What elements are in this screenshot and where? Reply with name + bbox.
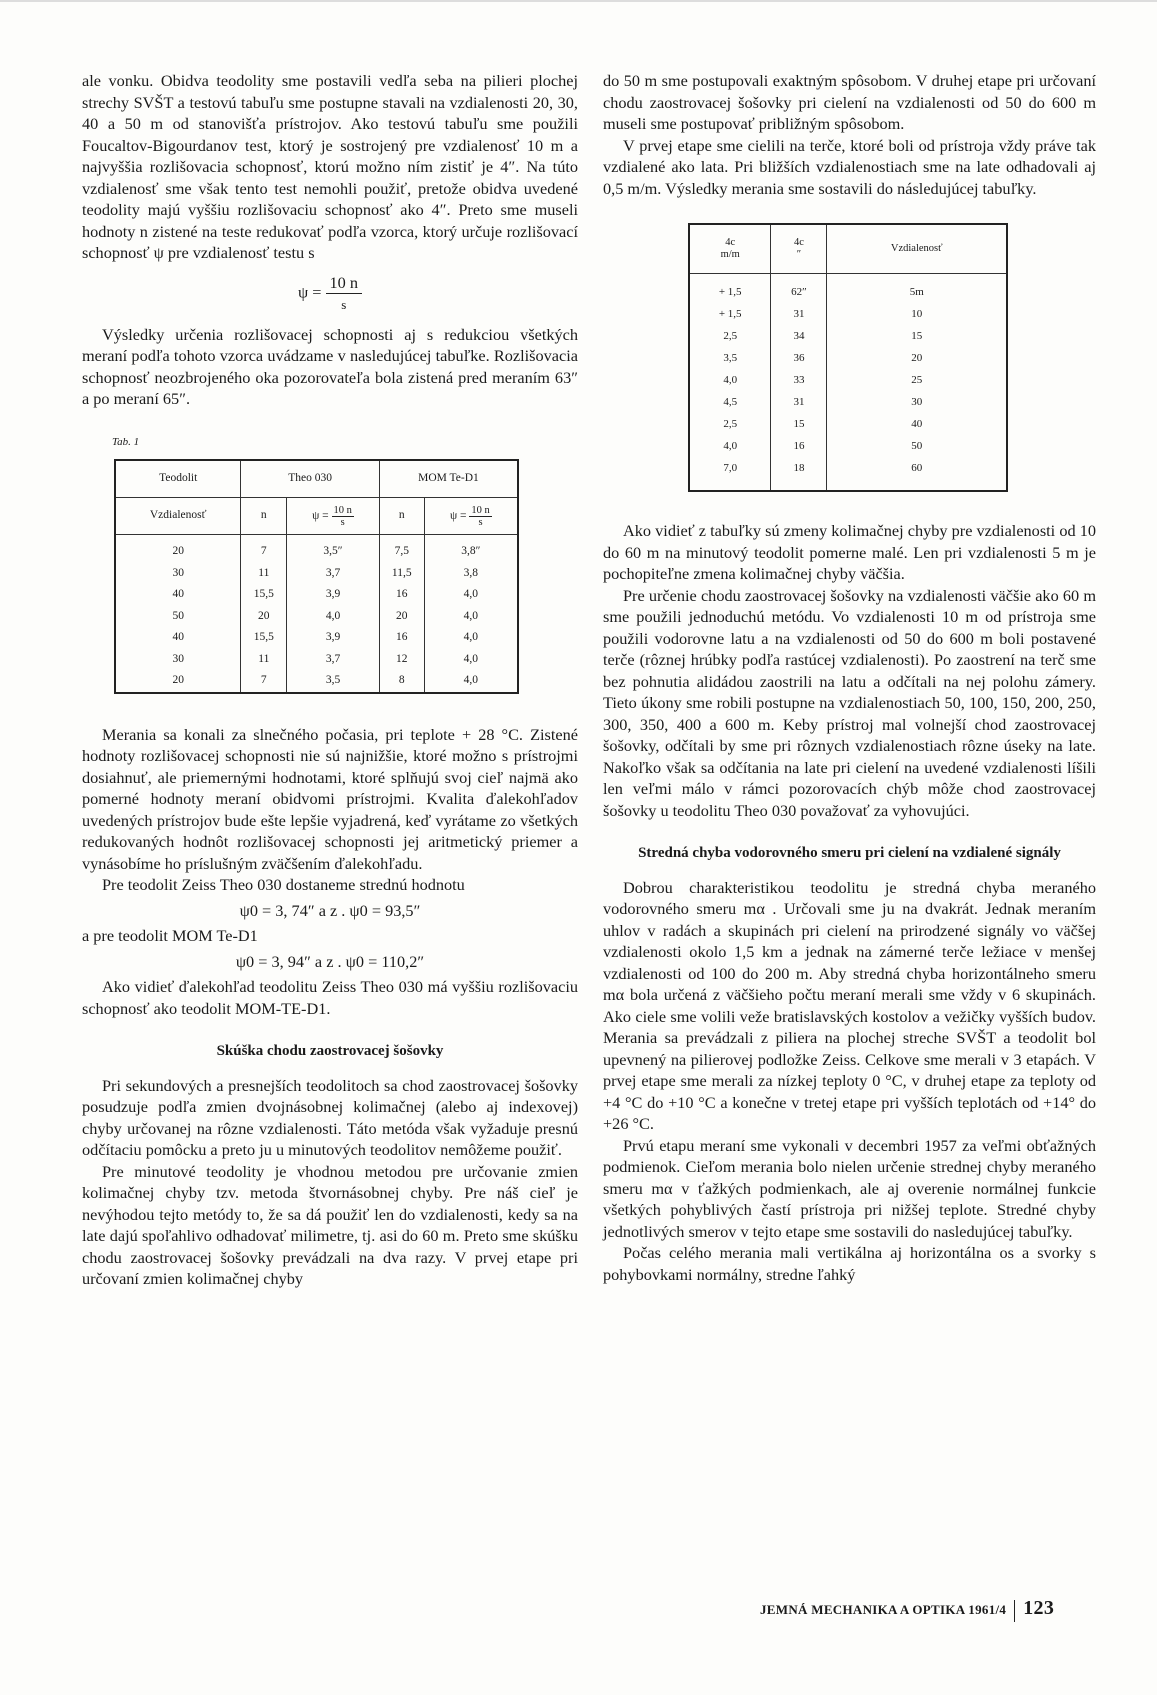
header-unit: ″ [796, 249, 802, 260]
cell: 8 [379, 670, 424, 693]
cell: 3,8 [424, 563, 518, 585]
cell: 2,5 [689, 326, 771, 348]
cell: 20 [379, 606, 424, 628]
paragraph: Merania sa konali za slnečného počasia, pri teplote + 28 °C. Zistené hodnoty rozlišovacej schopnosti nie sú najnižšie, ktoré možno s prístrojmi dosiahnuť, ale priemernými hodnotami, ktoré splňujú svoj cieľ najmä ako pomerné hodnoty meraní obidvomi prístrojmi. Kvalita ďalekohľadov uvedených prístrojov bude ešte lepšie vyjadrená, keď vyrátame zo všetkých redukovaných hodnôt rozlišovacej schopnosti jej aritmetický priemer a vynásobíme ho príslušným zväčšením ďalekohľadu. [82, 724, 578, 873]
header-mom: MOM Te-D1 [379, 460, 518, 498]
page-number: 123 [1023, 1597, 1055, 1619]
header-psi-fraction [469, 505, 491, 528]
page-footer [760, 1597, 1054, 1622]
cell: + 1,5 [689, 274, 771, 305]
header-psi [287, 498, 380, 535]
cell: 62″ [771, 274, 827, 305]
cell: 20 [241, 606, 287, 628]
table-row [689, 414, 1007, 436]
header-psi-fraction [332, 505, 354, 528]
header-vzdialenost: Vzdialenosť [115, 498, 241, 535]
cell: 4,0 [424, 584, 518, 606]
cell: + 1,5 [689, 304, 771, 326]
cell: 31 [771, 392, 827, 414]
paragraph: Pre minutové teodolity je vhodnou metodou pre určovanie zmien kolimačnej chyby tzv. metoda štvornásobnej chyby. Pre náš cieľ je nevýhodou tejto metódy to, že sa dá použiť len do vzdialenosti, kedy sa na late dajú spoľahlivo odhadovať milimetre, tj. asi do 60 m. Preto sme skúšku chodu zaostrovacej šošovky prevádzali na dva razy. V prvej etape pri určovaní zmien kolimačnej chyby [82, 1161, 578, 1288]
cell: 34 [771, 326, 827, 348]
header-psi-den: s [340, 516, 345, 528]
journal-name: JEMNÁ MECHANIKA A OPTIKA 1961/4 [760, 1602, 1007, 1617]
table-row [115, 535, 518, 563]
cell: 4,0 [424, 627, 518, 649]
header-psi-den: s [478, 516, 483, 528]
header-4c-mm [689, 224, 771, 274]
right-column [603, 70, 1096, 1285]
header-text: 4c [725, 237, 736, 248]
cell: 3,9 [287, 627, 380, 649]
cell: 18 [771, 458, 827, 491]
cell: 11,5 [379, 563, 424, 585]
header-teodolit: Teodolit [115, 460, 241, 498]
header-text: 4c [793, 237, 804, 248]
equation-mom: ψ0 = 3, 94″ a z . ψ0 = 110,2″ [235, 951, 425, 971]
section-heading: Stredná chyba vodorovného smeru pri cielení na vzdialené signály [638, 845, 1061, 861]
cell: 15 [827, 326, 1007, 348]
table-row [689, 370, 1007, 392]
cell: 16 [379, 584, 424, 606]
table-row [115, 563, 518, 585]
cell: 60 [827, 458, 1007, 491]
cell: 30 [115, 563, 241, 585]
formula-numerator: 10 n [326, 272, 363, 295]
table-row [115, 670, 518, 693]
cell: 16 [771, 436, 827, 458]
cell: 3,5″ [287, 535, 380, 563]
cell: 33 [771, 370, 827, 392]
table-row [689, 326, 1007, 348]
paragraph: Dobrou charakteristikou teodolitu je stredná chyba meraného vodorovného smeru mα . Určovali sme ju na dvakrát. Jednak meraním uhlov v radách a skupinách pri cielení na prirodzené signály vo väčšej vzdialenosti okolo 1,5 km a jednak na zámerné terče ležiace v menšej vzdialenosti od 100 do 200 m. Aby stredná chyba horizontálneho smeru mα bola určená z väčšieho počtu meraní merali sme vždy v 6 skupinách. Ako ciele sme volili veže bratislavských kostolov a vežičky vyšších budov. Merania sa prevádzali z piliera na plochej streche SVŠT a teodolit bol upevnený na pilierovej podložke Zeiss. Celkove sme merali v 3 etapách. V prvej etape sme merali za nízkej teploty 0 °C, v druhej etape za teploty od +4 °C do +10 °C a konečne v tretej etape pri vyšších teplotách od +14° do +26 °C. [603, 877, 1096, 1133]
paragraph: Výsledky určenia rozlišovacej schopnosti aj s redukciou všetkých meraní podľa tohoto vzorca uvádzame v nasledujúcej tabuľke. Rozlišovacia schopnosť neozbrojeného oka pozorovateľa bola zistená pred meraním 63″ a po meraní 65″. [82, 324, 578, 408]
table-row [689, 348, 1007, 370]
header-vzdialenost: Vzdialenosť [827, 224, 1007, 274]
cell: 4,0 [424, 670, 518, 693]
header-psi-num: 10 n [333, 504, 352, 516]
paragraph: Prvú etapu meraní sme vykonali v decembri 1957 za veľmi obťažných podmienok. Cieľom merania bolo nielen určenie strednej chyby meraného smeru mα v ťažkých podmienkach, ale aj overenie normálnej funkcie všetkých pohyblivých častí prístroja pri nižšej teplote. Stredné chyby jednotlivých smerov v tejto etape sme sostavili do nasledujúcej tabuľky. [603, 1135, 1096, 1241]
paragraph: do 50 m sme postupovali exaktným spôsobom. V druhej etape pri určovaní chodu zaostrovacej šošovky pri cielení na vzdialenosti od 50 do 600 m museli sme postupovať približným spôsobom. [603, 71, 1096, 133]
table-1 [114, 459, 519, 694]
cell: 50 [827, 436, 1007, 458]
header-psi-num: 10 n [471, 504, 490, 516]
cell: 4,0 [424, 649, 518, 671]
cell: 36 [771, 348, 827, 370]
table-row [689, 436, 1007, 458]
header-theo: Theo 030 [241, 460, 379, 498]
cell: 25 [827, 370, 1007, 392]
cell: 40 [827, 414, 1007, 436]
formula-fraction [326, 272, 363, 316]
equation-theo: ψ0 = 3, 74″ a z . ψ0 = 93,5″ [239, 900, 421, 920]
page-top-edge [0, 0, 1157, 2]
paragraph: Počas celého merania mali vertikálna aj horizontálna os a svorky s pohybovkami normálny, stredne ľahký [603, 1243, 1096, 1284]
cell: 3,7 [287, 563, 380, 585]
paragraph: ale vonku. Obidva teodolity sme postavili vedľa seba na pilieri plochej strechy SVŠT a testovú tabuľu sme postupne stavali na vzdialenosti 20, 30, 40 a 50 m od stanovišťa prístrojov. Ako testovú tabuľu sme použili Foucaltov-Bigourdanov test, ktorý je sostrojený pre vzdialenosť 10 m a najvyššia rozlišovacia schopnosť, ktorú možno ním zistiť je 4″. Na túto vzdialenosť sme však tento test nemohli použiť, pretože obidva uvedené teodolity majú vyššiu rozlišovaciu schopnosť ako 4″. Preto sme museli hodnoty n zistené na teste redukovať podľa vzorca, ktorý určuje rozlišovací schopnosť ψ pre vzdialenosť testu s [82, 71, 578, 262]
cell: 5m [827, 274, 1007, 305]
cell: 11 [241, 563, 287, 585]
table-row [689, 392, 1007, 414]
table-caption: Tab. 1 [112, 435, 140, 448]
paragraph: a pre teodolit MOM Te-D1 [82, 926, 258, 945]
header-4c-sec [771, 224, 827, 274]
formula-lhs: ψ = [297, 282, 322, 302]
cell: 12 [379, 649, 424, 671]
table-row [689, 304, 1007, 326]
table-2 [688, 223, 1008, 492]
table-row [115, 649, 518, 671]
table-row [115, 627, 518, 649]
cell: 4,0 [424, 606, 518, 628]
cell: 3,5 [689, 348, 771, 370]
cell: 3,8″ [424, 535, 518, 563]
table-row [115, 606, 518, 628]
left-column [82, 70, 578, 1290]
cell: 3,7 [287, 649, 380, 671]
cell: 15 [771, 414, 827, 436]
cell: 11 [241, 649, 287, 671]
cell: 7,5 [379, 535, 424, 563]
header-psi-2 [424, 498, 518, 535]
section-heading: Skúška chodu zaostrovacej šošovky [216, 1043, 444, 1059]
cell: 7,0 [689, 458, 771, 491]
cell: 2,5 [689, 414, 771, 436]
paragraph: Pre teodolit Zeiss Theo 030 dostaneme strednú hodnotu [102, 875, 465, 894]
cell: 40 [115, 627, 241, 649]
paragraph: Ako vidieť ďalekohľad teodolitu Zeiss Theo 030 má vyššiu rozlišovaciu schopnosť ako teodolit MOM-TE-D1. [82, 977, 578, 1018]
cell: 16 [379, 627, 424, 649]
table-row [689, 458, 1007, 491]
header-unit: m/m [720, 249, 740, 260]
paragraph: Pri sekundových a presnejších teodolitoch sa chod zaostrovacej šošovky posudzuje podľa zmien dvojnásobnej kolimačnej (alebo aj indexovej) chyby určovanej na rôzne vzdialenosti. Táto metóda však vyžaduje presnú odčítaciu pomôcku a preto ju u minutových teodolitov nemôžeme použiť. [82, 1075, 578, 1159]
paragraph: Pre určenie chodu zaostrovacej šošovky na vzdialenosti väčšie ako 60 m sme použili jednoduchú metódu. Vo vzdialenosti 10 m od prístroja sme použili vodorovne latu a na vzdialenosti od 50 do 600 m boli postavené terče (rôznej hrúbky podľa rastúcej vzdialenosti). Po zaostrení na terč sme bez pohnutia alidádou zaostrili na latu a odčítali na nej polohu zámery. Tieto úkony sme robili postupne na vzdialenostiach 50, 100, 150, 200, 250, 300, 350, 400 a 600 m. Keby prístroj mal volnejší chod zaostrovacej šošovky, odčítali by sme pri rôznych vzdialenostiach rôzne úseky na late. Nakoľko však sa odčítania na late pri cielení na uvedené vzdialenosti líšili len veľmi málo v rámci pozorovacích chýb môže chod zaostrovacej šošovky u teodolitu Theo 030 považovať za vyhovujúci. [603, 585, 1096, 820]
header-n: n [241, 498, 287, 535]
cell: 4,0 [689, 436, 771, 458]
cell: 20 [827, 348, 1007, 370]
cell: 30 [827, 392, 1007, 414]
cell: 7 [241, 535, 287, 563]
table-row [115, 584, 518, 606]
formula-denominator: s [341, 297, 347, 312]
cell: 20 [115, 670, 241, 693]
cell: 3,9 [287, 584, 380, 606]
header-n-2: n [379, 498, 424, 535]
cell: 3,5 [287, 670, 380, 693]
footer-separator [1014, 1600, 1015, 1622]
header-psi-lhs: ψ = [449, 509, 467, 522]
cell: 4,5 [689, 392, 771, 414]
cell: 7 [241, 670, 287, 693]
cell: 31 [771, 304, 827, 326]
header-psi-lhs: ψ = [312, 509, 329, 522]
cell: 40 [115, 584, 241, 606]
paragraph: V prvej etape sme cielili na terče, ktoré boli od prístroja vždy práve tak vzdialené ako lata. Pri bližších vzdialenostiach sme na late odhadovali aj 0,5 m/m. Výsledky merania sme sostavili do následujúcej tabuľky. [603, 135, 1096, 198]
paragraph: Ako vidieť z tabuľky sú zmeny kolimačnej chyby pre vzdialenosti od 10 do 60 m na minutový teodolit pomerne malé. Len pri vzdialenosti 5 m je pochopiteľne zmena kolimačnej chyby väčšia. [603, 521, 1096, 583]
cell: 30 [115, 649, 241, 671]
cell: 20 [115, 535, 241, 563]
cell: 15,5 [241, 627, 287, 649]
cell: 10 [827, 304, 1007, 326]
cell: 50 [115, 606, 241, 628]
formula-psi [82, 272, 578, 316]
cell: 15,5 [241, 584, 287, 606]
cell: 4,0 [287, 606, 380, 628]
cell: 4,0 [689, 370, 771, 392]
table-row [689, 274, 1007, 305]
